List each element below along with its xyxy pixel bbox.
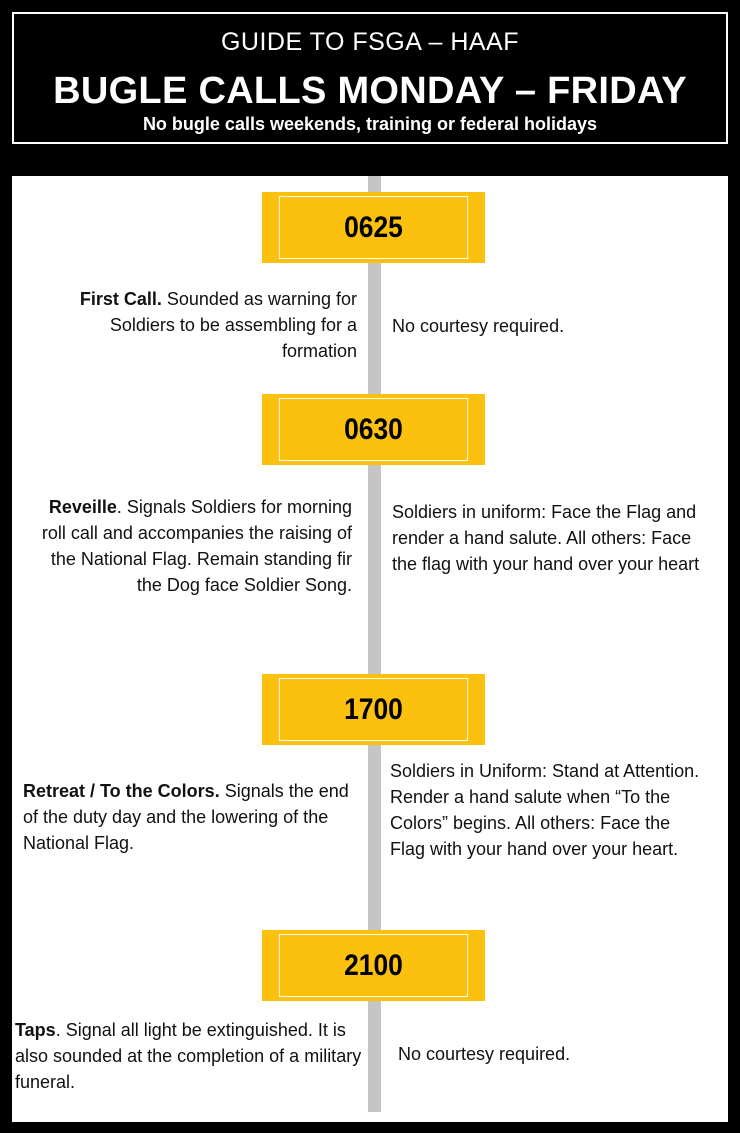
call-text: . Signals Soldiers for morning roll call and accompanies the raising of the National Flag. Remain standing fir the Dog face Soldier Song. — [41, 497, 352, 595]
time-label: 0630 — [279, 398, 468, 461]
page-subtitle: No bugle calls weekends, training or federal holidays — [142, 114, 598, 134]
call-text: Signals the end of the duty day and the lowering of the National Flag. — [23, 781, 349, 853]
header-banner — [12, 12, 728, 144]
call-text: . Signal all light be extinguished. It is also sounded at the completion of a military funeral. — [15, 1020, 362, 1092]
time-label: 1700 — [279, 678, 468, 741]
call-text: Sounded as warning for Soldiers to be assembling for a formation — [109, 289, 357, 361]
call-description-reveille — [24, 494, 352, 598]
timeline-panel — [12, 176, 728, 1122]
call-description-retreat — [23, 778, 359, 856]
call-courtesy-taps: No courtesy required. — [398, 1044, 571, 1064]
time-box-0630 — [262, 394, 485, 465]
page-title: BUGLE CALLS MONDAY – FRIDAY — [53, 70, 687, 112]
guide-kicker: GUIDE TO FSGA – HAAF — [220, 28, 520, 56]
call-name: Reveille — [48, 497, 117, 517]
time-box-1700 — [262, 674, 485, 745]
call-description-taps — [15, 1017, 363, 1095]
time-box-0625 — [262, 192, 485, 263]
call-courtesy-retreat: Soldiers in Uniform: Stand at Attention. Render a hand salute when “To the Colors” begins. All others: Face the Flag with your hand over your heart. — [390, 761, 700, 859]
time-label: 2100 — [279, 934, 468, 997]
time-label: 0625 — [279, 196, 468, 259]
call-description-first-call — [32, 286, 357, 364]
call-courtesy-reveille: Soldiers in uniform: Face the Flag and render a hand salute. All others: Face the flag with your hand over your heart — [392, 502, 700, 574]
time-box-2100 — [262, 930, 485, 1001]
call-name: Retreat / To the Colors. — [23, 781, 220, 801]
call-name: Taps — [15, 1020, 56, 1040]
call-name: First Call. — [79, 289, 162, 309]
call-courtesy-first-call: No courtesy required. — [392, 316, 565, 336]
